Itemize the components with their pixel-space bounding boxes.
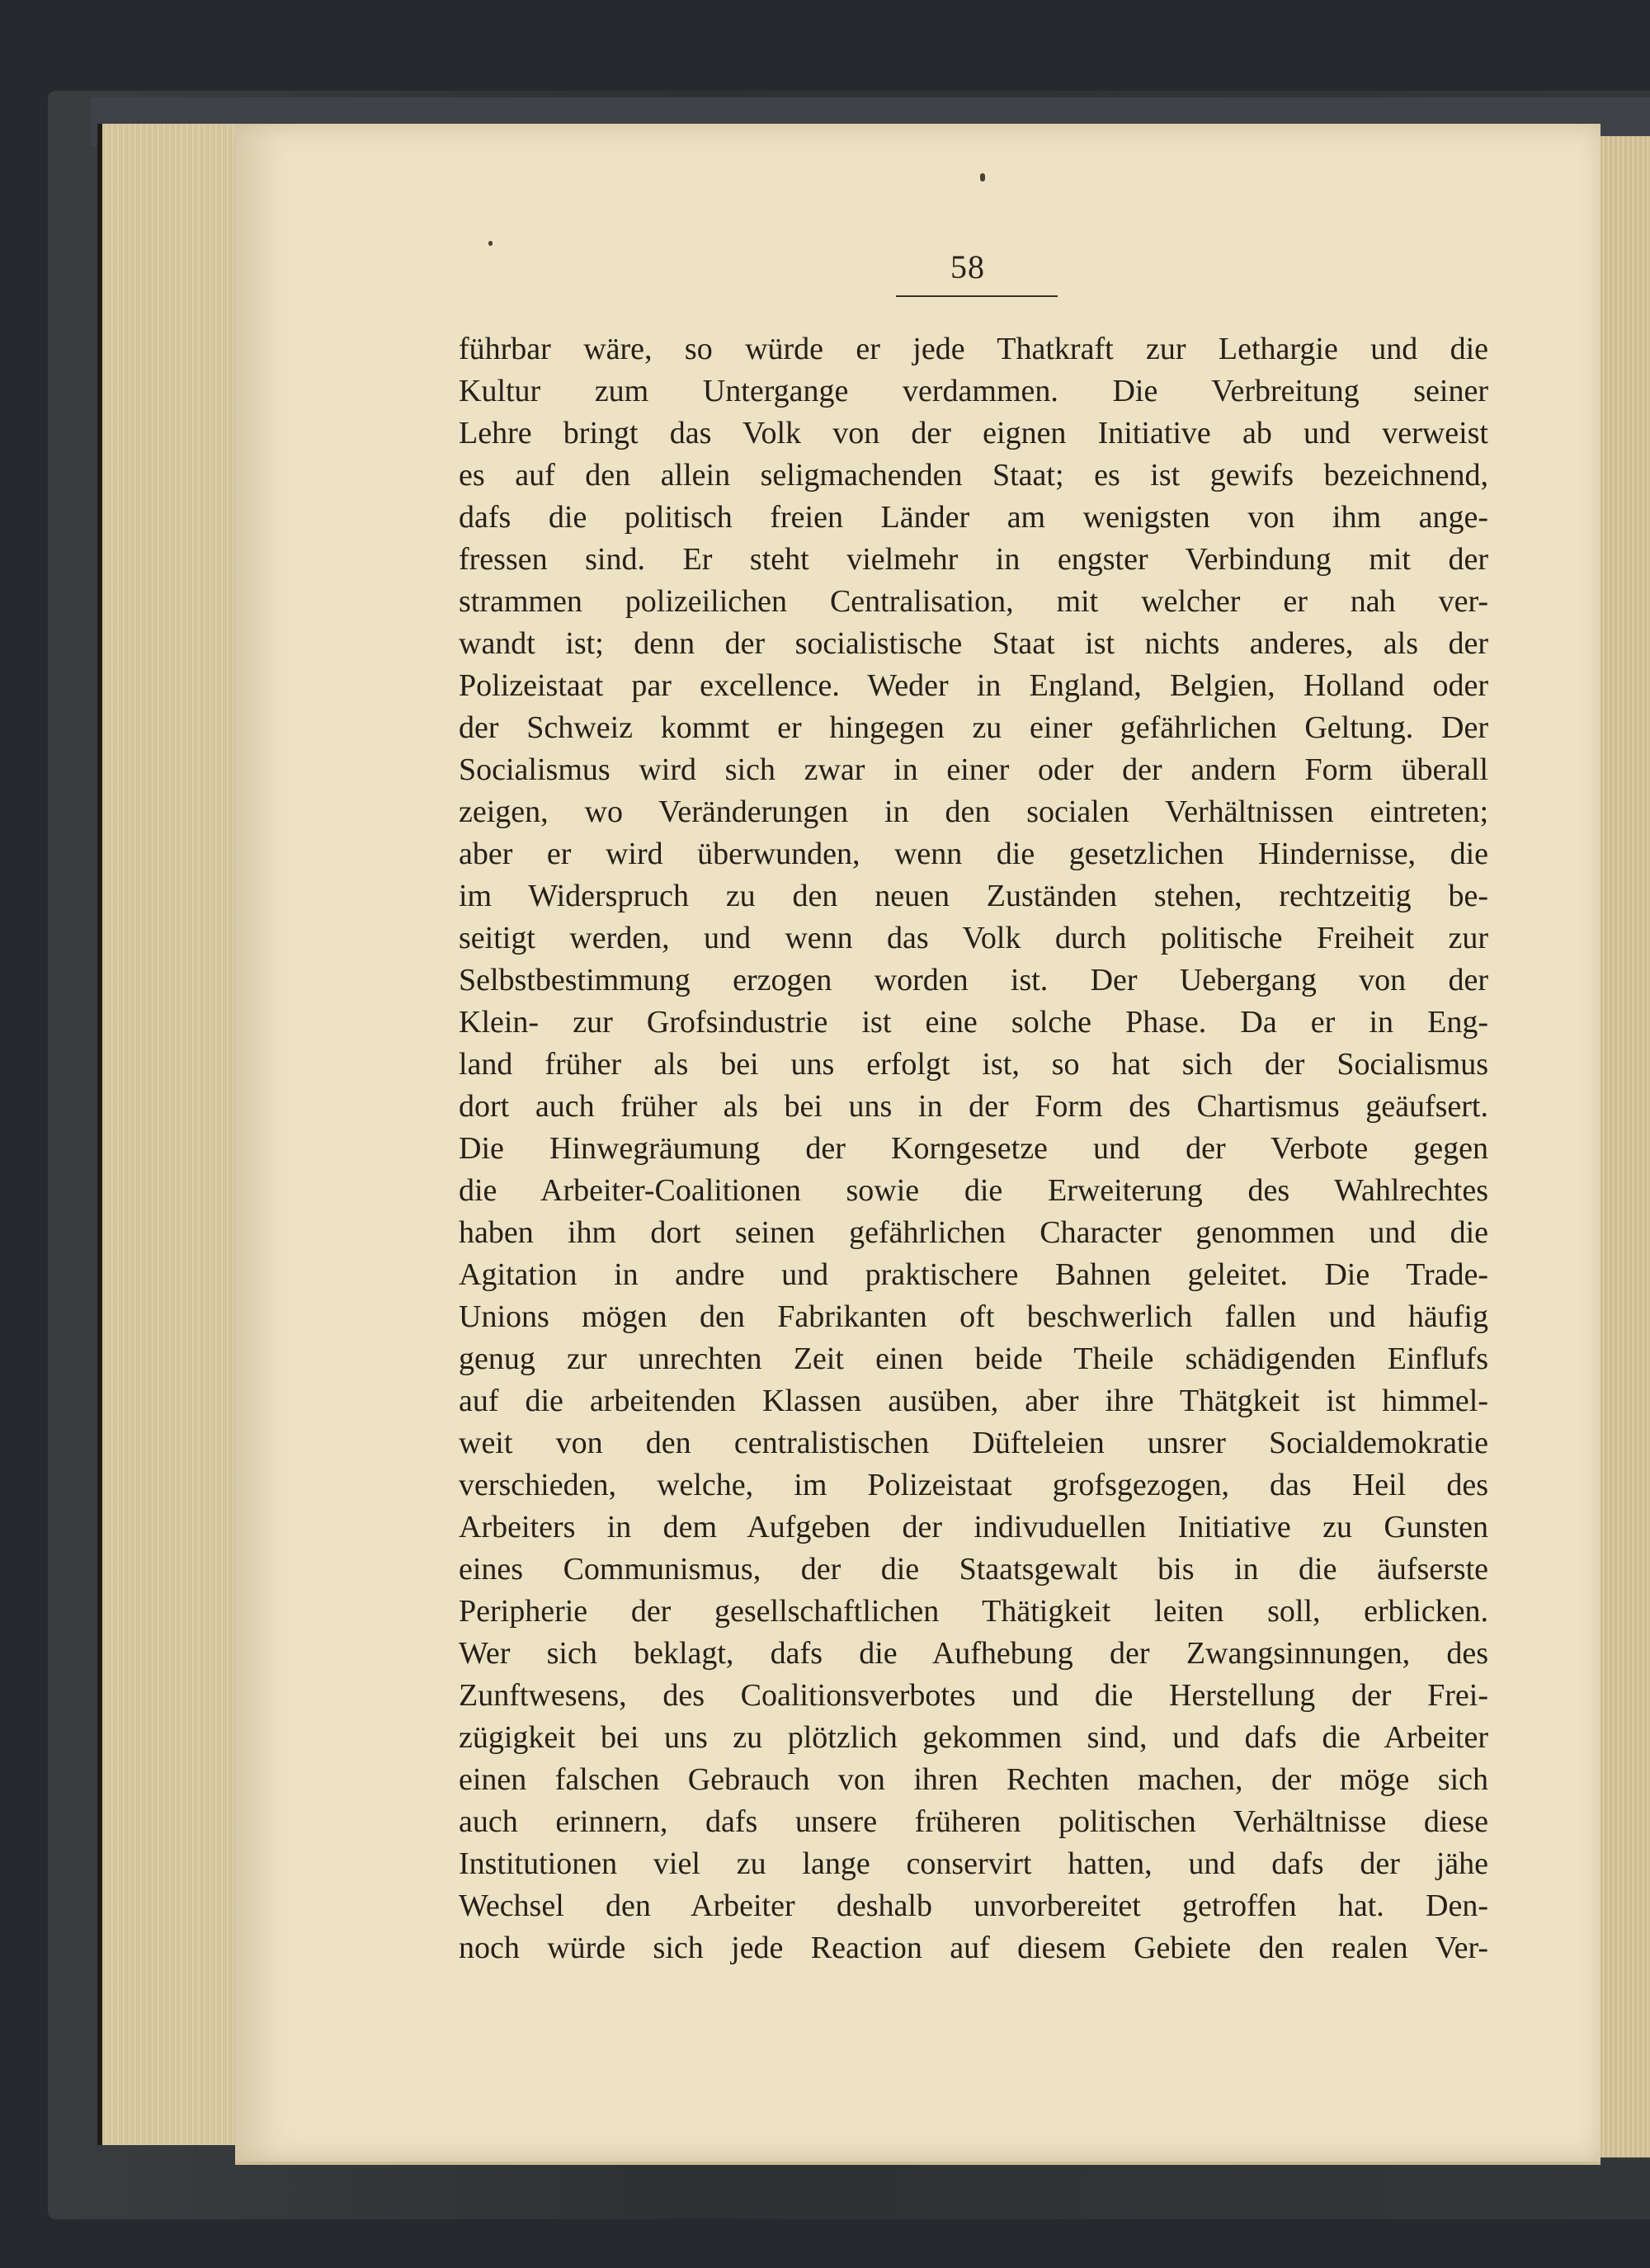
text-line: Die Hinwegräumung der Korngesetze und der Verbote gegen (459, 1131, 1488, 1166)
text-line: Institutionen viel zu lange conservirt hatten, und dafs der jähe (459, 1846, 1488, 1881)
text-line: Selbstbestimmung erzogen worden ist. Der Uebergang von der (459, 963, 1488, 997)
text-line: auf die arbeitenden Klassen ausüben, aber ihre Thätgkeit ist himmel- (459, 1384, 1488, 1418)
text-line: zeigen, wo Veränderungen in den socialen Verhältnissen eintreten; (459, 795, 1488, 829)
text-line: einen falschen Gebrauch von ihren Rechten machen, der möge sich (459, 1762, 1488, 1797)
text-line: strammen polizeilichen Centralisation, mit welcher er nah ver- (459, 584, 1488, 619)
text-line: Zunftwesens, des Coalitionsverbotes und die Herstellung der Frei- (459, 1678, 1488, 1713)
text-line: weit von den centralistischen Düfteleien unsrer Socialdemokratie (459, 1426, 1488, 1460)
page-edges-left (97, 124, 244, 2145)
text-line: Polizeistaat par excellence. Weder in England, Belgien, Holland oder (459, 668, 1488, 703)
text-line: Wechsel den Arbeiter deshalb unvorbereitet getroffen hat. Den- (459, 1888, 1488, 1923)
text-line: Peripherie der gesellschaftlichen Thätigkeit leiten soll, erblicken. (459, 1594, 1488, 1629)
text-line: führbar wäre, so würde er jede Thatkraft zur Lethargie und die (459, 332, 1488, 366)
body-text (459, 328, 1488, 1969)
text-line: land früher als bei uns erfolgt ist, so hat sich der Socialismus (459, 1047, 1488, 1082)
text-line: Wer sich beklagt, dafs die Aufhebung der Zwangsinnungen, des (459, 1636, 1488, 1671)
text-line: die Arbeiter-Coalitionen sowie die Erweiterung des Wahlrechtes (459, 1173, 1488, 1208)
ink-speck (980, 173, 985, 182)
text-line: im Widerspruch zu den neuen Zuständen stehen, rechtzeitig be- (459, 879, 1488, 913)
text-line: Arbeiters in dem Aufgeben der indivuduellen Initiative zu Gunsten (459, 1510, 1488, 1544)
text-line: Lehre bringt das Volk von der eignen Initiative ab und verweist (459, 416, 1488, 450)
text-line: zügigkeit bei uns zu plötzlich gekommen sind, und dafs die Arbeiter (459, 1720, 1488, 1755)
text-line: verschieden, welche, im Polizeistaat grofsgezogen, das Heil des (459, 1468, 1488, 1502)
text-line: Unions mögen den Fabrikanten oft beschwerlich fallen und häufig (459, 1299, 1488, 1334)
text-line: Klein- zur Grofsindustrie ist eine solche Phase. Da er in Eng- (459, 1005, 1488, 1040)
text-line: Kultur zum Untergange verdammen. Die Verbreitung seiner (459, 374, 1488, 408)
text-line: Socialismus wird sich zwar in einer oder der andern Form überall (459, 752, 1488, 787)
page-number: 58 (950, 248, 985, 285)
text-line: Agitation in andre und praktischere Bahnen geleitet. Die Trade- (459, 1257, 1488, 1292)
text-line: es auf den allein seligmachenden Staat; es ist gewifs bezeichnend, (459, 458, 1488, 493)
ink-speck (488, 241, 493, 246)
text-line: auch erinnern, dafs unsere früheren politischen Verhältnisse diese (459, 1804, 1488, 1839)
text-line: seitigt werden, und wenn das Volk durch politische Freiheit zur (459, 921, 1488, 955)
text-line: genug zur unrechten Zeit einen beide Theile schädigenden Einflufs (459, 1341, 1488, 1376)
text-line: fressen sind. Er steht vielmehr in engster Verbindung mit der (459, 542, 1488, 577)
header-rule (896, 295, 1058, 297)
text-line: haben ihm dort seinen gefährlichen Character genommen und die (459, 1215, 1488, 1250)
text-line: eines Communismus, der die Staatsgewalt bis in die äufserste (459, 1552, 1488, 1587)
text-line: der Schweiz kommt er hingegen zu einer gefährlichen Geltung. Der (459, 710, 1488, 745)
text-line: wandt ist; denn der socialistische Staat ist nichts anderes, als der (459, 626, 1488, 661)
text-line: dort auch früher als bei uns in der Form des Chartismus geäufsert. (459, 1089, 1488, 1124)
text-line: noch würde sich jede Reaction auf diesem Gebiete den realen Ver- (459, 1931, 1488, 1965)
text-line: dafs die politisch freien Länder am wenigsten von ihm ange- (459, 500, 1488, 535)
text-line: aber er wird überwunden, wenn die gesetzlichen Hindernisse, die (459, 837, 1488, 871)
